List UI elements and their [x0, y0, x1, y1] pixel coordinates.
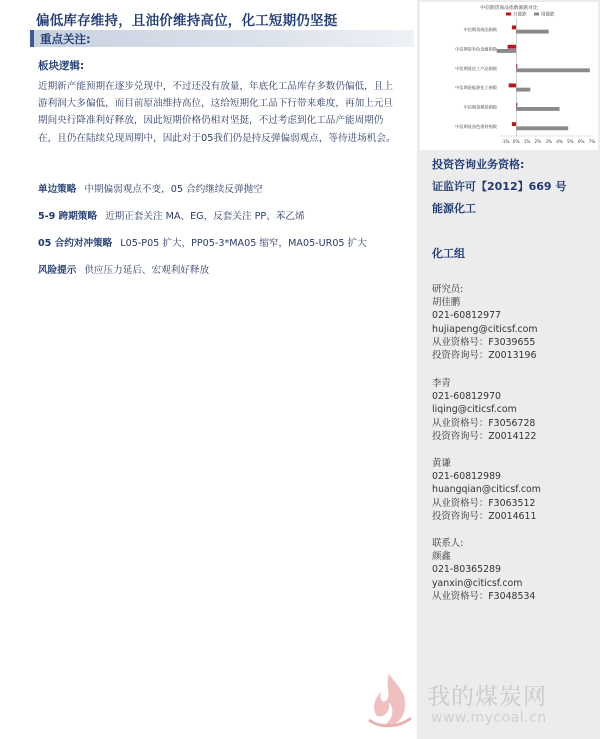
chart-title: 中信期货商品指数涨跌对比: [480, 6, 538, 11]
contact-card: [432, 283, 538, 362]
strategy-text: 供应压力延后、宏观利好释放: [84, 265, 210, 276]
contact-cert: 从业资格号：F3063512: [432, 497, 536, 509]
contact-advisory: 投资咨询号：Z0014122: [432, 430, 537, 442]
strategy-text: L05-P05 扩大，PP05-3*MA05 缩窄，MA05-UR05 扩大: [120, 238, 367, 249]
qualification-title: 投资咨询业务资格:: [432, 158, 525, 171]
contact-email[interactable]: liqing@citicsf.com: [432, 404, 517, 416]
logic-paragraph: 近期新产能预期在逐步兑现中，不过还没有放量，年底化工品库存多数仍偏低，且上游利润大多偏低，而目前原油维持高位，这给短期化工品下行带来难度，再加上元旦期间央行降准利好释放，因此短期价格仍相对坚挺，不过考虑到化工品产能周期仍在，且仍在陆续兑现周期中，因此对于05我们仍是持反弹偏弱观点，等待进场机会。: [38, 81, 396, 144]
watermark-site-name: 我的煤炭网: [427, 684, 547, 710]
watermark: [355, 668, 600, 736]
contact-cert: 从业资格号：F3056728: [432, 417, 536, 429]
contact-phone: 021-60812989: [432, 471, 501, 483]
contact-name: 黄谦: [432, 458, 451, 469]
x-tick-label: 1%: [523, 139, 531, 144]
contact-card: [432, 377, 536, 443]
category-label: 中信期货能源化工指数: [455, 85, 497, 91]
legend-swatch: [534, 13, 539, 16]
focus-label: 重点关注:: [40, 32, 91, 46]
contact-name: 颜鑫: [432, 551, 451, 563]
x-tick-label: 2%: [534, 139, 542, 144]
strategy-label: 风险提示: [38, 265, 77, 276]
contact-phone: 021-80365289: [432, 564, 501, 576]
group-title: 化工组: [432, 247, 465, 260]
contact-name: 胡佳鹏: [432, 297, 461, 309]
strategy-label: 05 合约对冲策略: [38, 238, 113, 249]
strategy-label: 单边策略: [38, 184, 77, 195]
contact-card: [432, 457, 541, 523]
x-tick-label: 0%: [512, 139, 520, 144]
contact-advisory: 投资咨询号：Z0014611: [432, 510, 537, 522]
category-label: 中信期货黑色建材指数: [455, 123, 497, 129]
strategy-hedge: [38, 235, 367, 249]
strategy-single: [38, 181, 263, 195]
bar-daily: [508, 45, 517, 49]
bar-daily: [512, 122, 516, 126]
category-label: 中信期货商品指数: [463, 27, 497, 33]
chart-svg: [420, 2, 598, 150]
contact-card: [432, 537, 535, 603]
bar-weekly: [516, 107, 559, 111]
strategy-text: 近期正套关注 MA、EG，反套关注 PP、苯乙烯: [105, 211, 305, 222]
section-logic-heading: 板块逻辑:: [38, 60, 85, 72]
contact-name: 李青: [432, 378, 451, 389]
focus-section-bar: [30, 30, 414, 47]
strategy-label: 5-9 跨期策略: [38, 211, 98, 222]
contact-phone: 021-60812970: [432, 391, 501, 403]
bar-weekly: [516, 30, 548, 34]
contact-email[interactable]: huangqian@citicsf.com: [432, 484, 541, 496]
x-tick-label: 6%: [577, 139, 585, 144]
legend-label: 周涨跌: [541, 12, 555, 18]
contact-email[interactable]: yanxin@citicsf.com: [432, 577, 523, 589]
bar-weekly: [497, 49, 516, 53]
x-tick-label: -1%: [501, 139, 510, 144]
contact-cert: 从业资格号：F3048534: [432, 590, 536, 602]
legend-swatch: [506, 13, 511, 16]
contact-email[interactable]: hujiapeng@citicsf.com: [432, 323, 538, 335]
x-tick-label: 5%: [567, 139, 574, 144]
risk-warning: [38, 262, 209, 276]
watermark-url: www.mycoal.cn: [431, 710, 547, 726]
category-label: 中信期货煤炭指数: [463, 104, 497, 110]
bar-daily: [509, 83, 517, 87]
category-label: 中信期货化工产品指数: [455, 65, 497, 71]
legend-label: 日涨跌: [513, 12, 527, 18]
x-tick-label: 3%: [545, 139, 553, 144]
contact-role: 联系人:: [432, 538, 464, 549]
contact-phone: 021-60812977: [432, 310, 501, 322]
index-change-chart: [420, 2, 598, 150]
license-number: 证监许可【2012】669 号: [432, 180, 567, 193]
x-tick-label: 7%: [588, 139, 596, 144]
contact-advisory: 投资咨询号：Z0013196: [432, 350, 537, 362]
strategy-calendar-spread: [38, 208, 305, 222]
bar-daily: [512, 25, 516, 29]
bar-weekly: [516, 126, 568, 130]
bar-weekly: [516, 88, 530, 92]
sector-name: 能源化工: [432, 202, 476, 215]
page-title: 偏低库存维持，且油价维持高位，化工短期仍坚挺: [36, 13, 338, 29]
contact-role: 研究员:: [432, 284, 464, 295]
strategy-text: 中期偏弱观点不变，05 合约继续反弹抛空: [84, 184, 263, 195]
category-label: 中信期货有色金属指数: [455, 46, 497, 52]
x-tick-label: 4%: [556, 139, 563, 144]
bar-weekly: [516, 68, 590, 72]
contact-cert: 从业资格号：F3039655: [432, 336, 536, 348]
flame-logo-icon: [361, 670, 417, 730]
